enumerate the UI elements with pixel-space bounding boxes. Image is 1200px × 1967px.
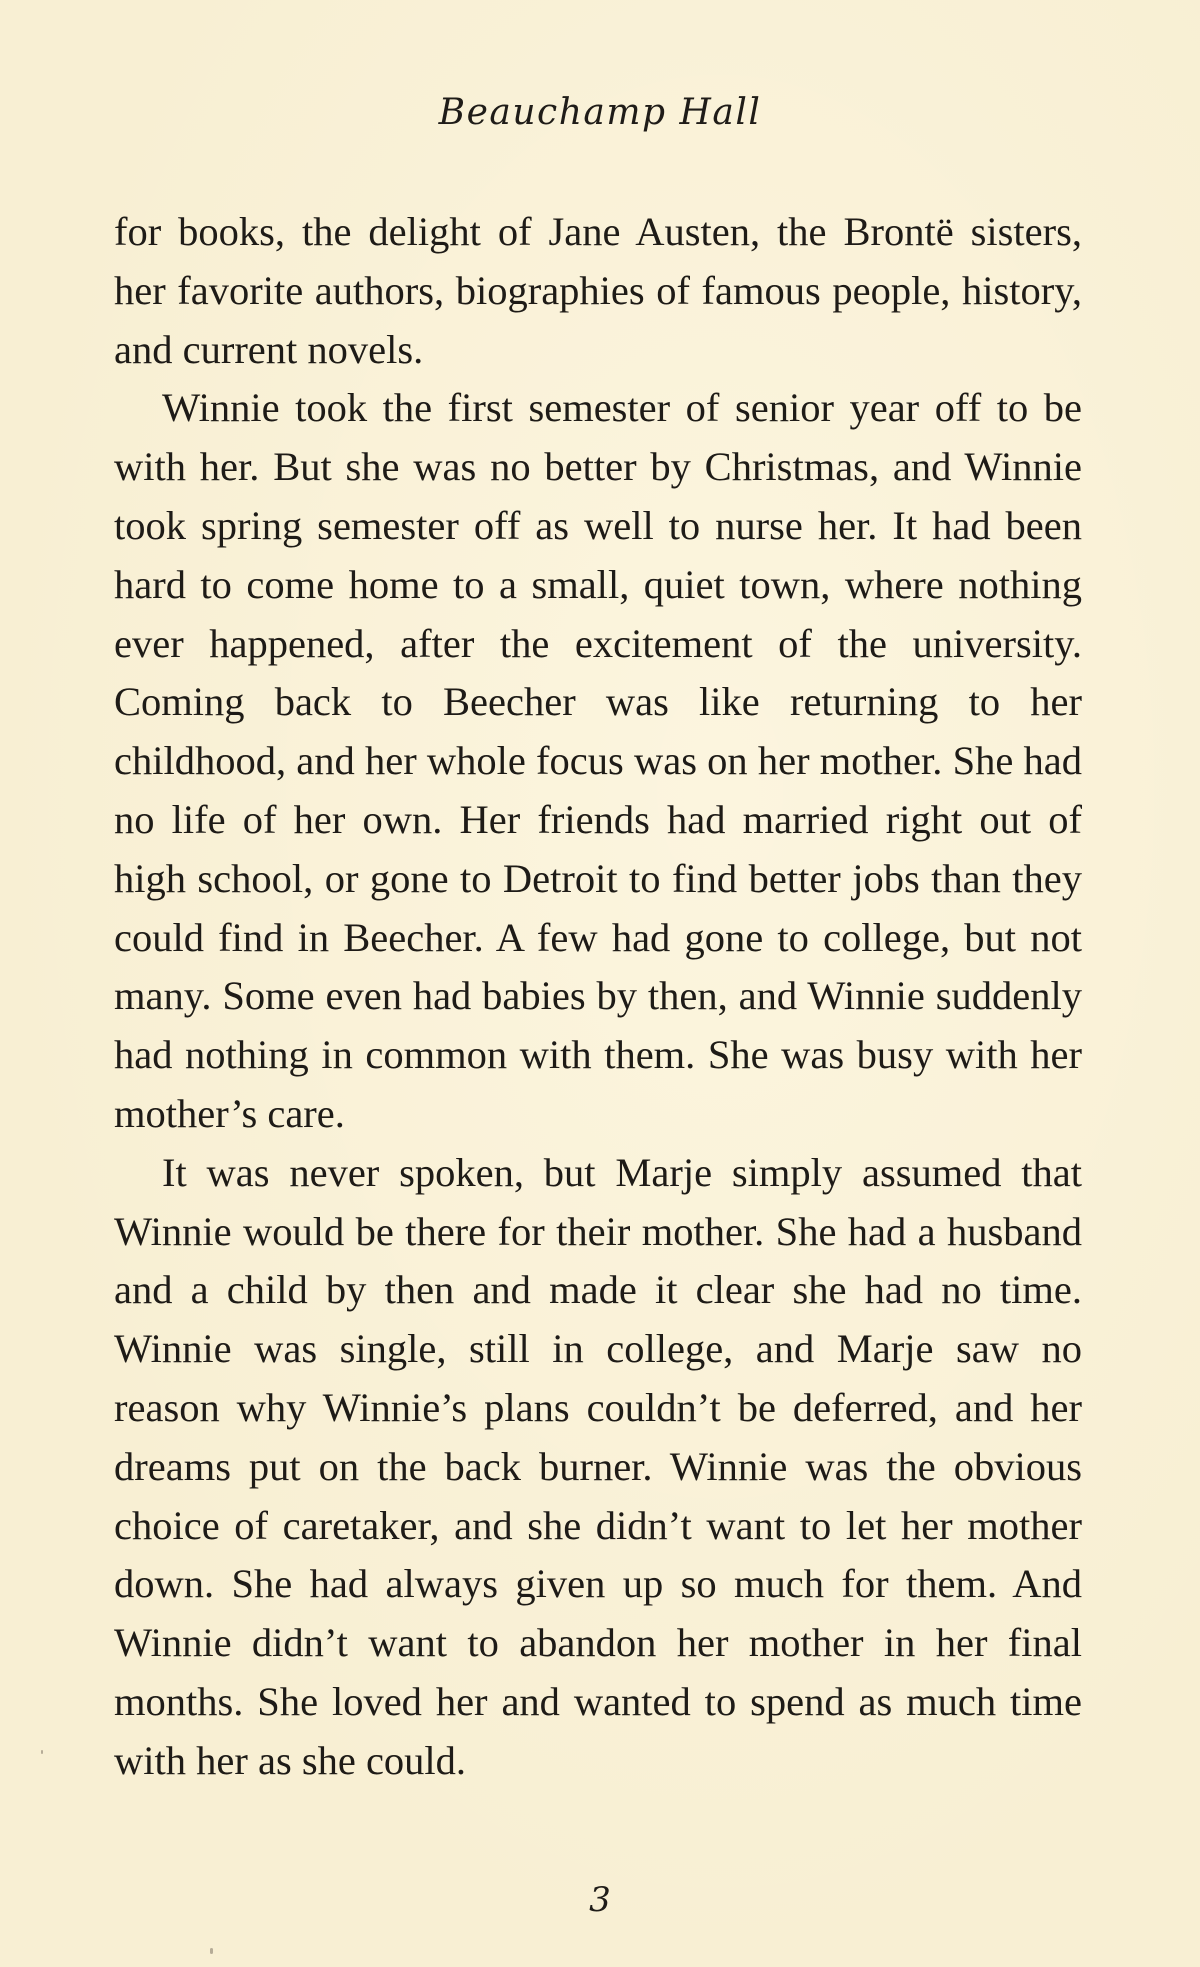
running-head: Beauchamp Hall <box>438 92 762 133</box>
paragraph-1: for books, the delight of Jane Austen, the Brontë sisters, her favorite authors, biographies of famous people, history, and current novels. <box>114 209 1082 372</box>
page-number: 3 <box>589 1880 611 1920</box>
paragraph-2: Winnie took the first semester of senior year off to be with her. But she was no better by Christmas, and Winnie took spring semester off as well to nurse her. It had been hard to come home to a small, quiet town, where nothing ever happened, after the excitement of the university. Coming back to Beecher was like returning to her childhood, and her whole focus was on her mother. She had no life of her own. Her friends had married right out of high school, or gone to Detroit to find better jobs than they could find in Beecher. A few had gone to college, but not many. Some even had babies by then, and Winnie suddenly had nothing in common with them. She was busy with her mother’s care. <box>114 385 1082 1136</box>
body-text <box>114 203 1082 1791</box>
paper-speck <box>41 1750 43 1754</box>
paragraph-3: It was never spoken, but Marje simply assumed that Winnie would be there for their mother. She had a husband and a child by then and made it clear she had no time. Winnie was single, still in college, and Marje saw no reason why Winnie’s plans couldn’t be deferred, and her dreams put on the back burner. Winnie was the obvious choice of caretaker, and she didn’t want to let her mother down. She had always given up so much for them. And Winnie didn’t want to abandon her mother in her final months. She loved her and wanted to spend as much time with her as she could. <box>114 1149 1082 1783</box>
paper-speck <box>210 1948 213 1954</box>
